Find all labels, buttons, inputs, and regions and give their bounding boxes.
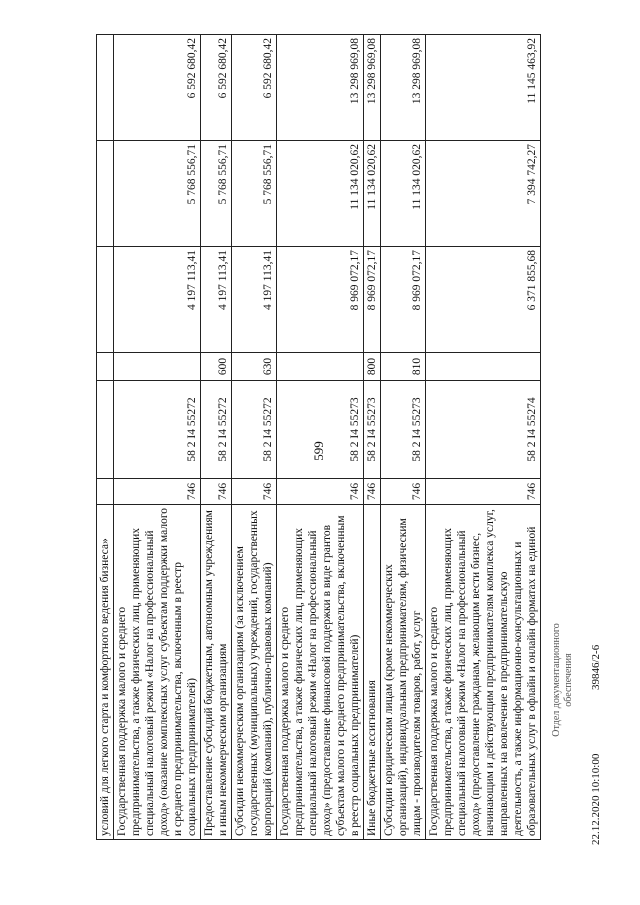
row-year1-cell: 4 197 113,41 (201, 247, 232, 353)
row-name-cell: Государственная поддержка малого и среднего предпринимательства, а также физических лиц, применяющих специальный налоговый режим «Налог на профессиональный доход» (оказание комплексных услуг субъектам поддержки малого и среднего предпринимательства, включенным в реестр социальных предпринимателей) (114, 505, 201, 840)
row-year2-cell: 11 134 020,62 (277, 141, 364, 247)
row-year2-cell: 7 394 742,27 (426, 141, 541, 247)
document-sheet (96, 35, 578, 840)
row-year3-cell: 6 592 680,42 (201, 35, 232, 141)
table-row (277, 35, 364, 840)
row-grbs-cell (97, 479, 114, 505)
row-grbs-cell: 746 (201, 479, 232, 505)
row-kvr-cell: 800 (364, 353, 381, 381)
row-year3-cell: 13 298 969,08 (364, 35, 381, 141)
row-year1-cell: 6 371 855,68 (426, 247, 541, 353)
row-kcsr-cell: 58 2 I4 55273 (364, 381, 381, 479)
row-kvr-cell (426, 353, 541, 381)
row-grbs-cell: 746 (277, 479, 364, 505)
row-kcsr-cell: 58 2 I4 55272 (232, 381, 277, 479)
row-kcsr-cell: 58 2 I4 55273 (381, 381, 426, 479)
row-name-cell: Государственная поддержка малого и среднего предпринимательства, а также физических лиц, применяющих специальный налоговый режим «Налог на профессиональный доход» (предоставление гражданам, желающим вести бизнес, начинающим и действующим предпринимателям комплекса услуг, направленных на вовлечение в предпринимательскую деятельность, а также информационно-консультационных и образовательных услуг в офлайн и онлайн форматах на единой (426, 505, 541, 840)
row-name-cell: условий для легкого старта и комфортного ведения бизнеса» (97, 505, 114, 840)
row-year2-cell: 5 768 556,71 (114, 141, 201, 247)
row-year1-cell (97, 247, 114, 353)
row-kcsr-cell: 58 2 I4 55274 (426, 381, 541, 479)
department-stamp (551, 620, 581, 740)
table-row (201, 35, 232, 840)
row-year2-cell: 11 134 020,62 (381, 141, 426, 247)
row-name-cell: Субсидии юридическим лицам (кроме некоммерческих организаций), индивидуальным предпринимателям, физическим лицам - производителям товаров, работ, услуг (381, 505, 426, 840)
row-kcsr-cell: 58 2 I4 55272 (114, 381, 201, 479)
row-name-cell: Иные бюджетные ассигнования (364, 505, 381, 840)
row-grbs-cell: 746 (114, 479, 201, 505)
table-row (426, 35, 541, 840)
table-row (364, 35, 381, 840)
row-year1-cell: 8 969 072,17 (381, 247, 426, 353)
row-year2-cell (97, 141, 114, 247)
row-grbs-cell: 746 (364, 479, 381, 505)
row-year1-cell: 4 197 113,41 (114, 247, 201, 353)
row-year3-cell: 13 298 969,08 (277, 35, 364, 141)
row-grbs-cell: 746 (426, 479, 541, 505)
row-kcsr-cell: 58 2 I4 55272 (201, 381, 232, 479)
row-year3-cell (97, 35, 114, 141)
row-year3-cell: 6 592 680,42 (114, 35, 201, 141)
row-grbs-cell: 746 (232, 479, 277, 505)
row-kvr-cell (97, 353, 114, 381)
budget-table (96, 34, 541, 840)
row-kcsr-cell (97, 381, 114, 479)
table-row (97, 35, 114, 840)
row-kvr-cell: 600 (201, 353, 232, 381)
row-name-cell: Государственная поддержка малого и среднего предпринимательства, а также физических лиц, применяющих специальный налоговый режим «Налог на профессиональный доход» (предоставление финансовой поддержки в виде грантов субъектам малого и среднего предпринимательства, включенным в реестр социальных предпринимателей) (277, 505, 364, 840)
row-year1-cell: 8 969 072,17 (277, 247, 364, 353)
row-year3-cell: 13 298 969,08 (381, 35, 426, 141)
row-year2-cell: 5 768 556,71 (201, 141, 232, 247)
table-row (114, 35, 201, 840)
row-year2-cell: 11 134 020,62 (364, 141, 381, 247)
stamp-text: Отдел документационного обеспечения (551, 623, 574, 737)
row-kvr-cell (277, 353, 364, 381)
table-row (232, 35, 277, 840)
row-year3-cell: 6 592 680,42 (232, 35, 277, 141)
row-grbs-cell: 746 (381, 479, 426, 505)
row-kcsr-cell: 58 2 I4 55273 (277, 381, 364, 479)
row-year3-cell: 11 145 463,92 (426, 35, 541, 141)
row-year1-cell: 4 197 113,41 (232, 247, 277, 353)
table-row (381, 35, 426, 840)
row-name-cell: Предоставление субсидий бюджетным, автономным учреждениям и иным некоммерческим организациям (201, 505, 232, 840)
page-number: 599 (311, 441, 326, 461)
budget-table-body (97, 35, 541, 840)
row-name-cell: Субсидии некоммерческим организациям (за исключением государственных (муниципальных) учреждений, государственных корпораций (компаний), публично-правовых компаний) (232, 505, 277, 840)
row-kvr-cell: 630 (232, 353, 277, 381)
footer-doc-id: 39846/2-6 (590, 644, 602, 690)
row-kvr-cell: 810 (381, 353, 426, 381)
row-year2-cell: 5 768 556,71 (232, 141, 277, 247)
row-year1-cell: 8 969 072,17 (364, 247, 381, 353)
rotated-table-wrapper (96, 35, 578, 840)
footer-date: 22.12.2020 10:10:00 (590, 753, 602, 845)
row-kvr-cell (114, 353, 201, 381)
